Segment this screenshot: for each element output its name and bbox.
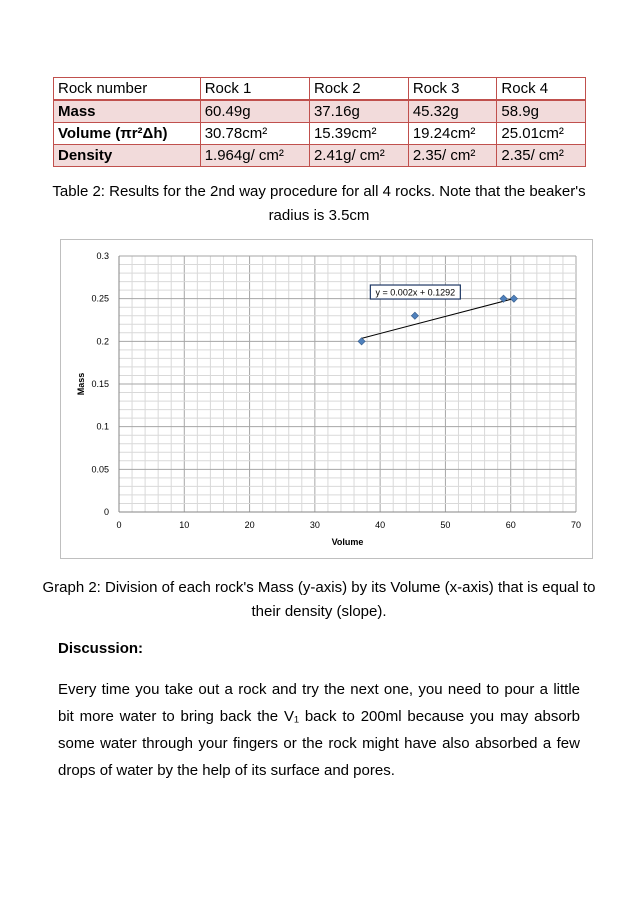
discussion-heading: Discussion:: [58, 640, 144, 657]
table-cell: 2.41g/ cm²: [309, 145, 408, 167]
y-tick-label: 0.15: [91, 379, 109, 389]
table-cell: 19.24cm²: [408, 123, 497, 145]
table-row-volume: [54, 123, 586, 145]
y-axis-label: Mass: [76, 372, 86, 396]
table-row-density: [54, 145, 586, 167]
table-cell: 2.35/ cm²: [408, 145, 497, 167]
table-header-cell: Rock 3: [408, 78, 497, 101]
y-tick-label: 0.25: [91, 293, 109, 304]
table-header-cell: Rock 1: [200, 78, 309, 101]
y-tick-label: 0.1: [96, 421, 109, 432]
y-tick-label: 0.3: [96, 251, 109, 261]
table-cell: 15.39cm²: [309, 123, 408, 145]
x-tick-label: 70: [570, 520, 582, 530]
x-tick-label: 50: [440, 520, 451, 530]
graph-caption: Graph 2: Division of each rock's Mass (y-axis) by its Volume (x-axis) that is equal to their density (slope).: [42, 579, 596, 620]
trendline-label: y = 0.002x + 0.1292: [375, 287, 456, 298]
x-tick-label: 20: [244, 520, 255, 530]
table-header-cell: Rock 4: [497, 78, 586, 101]
table-cell: 25.01cm²: [497, 123, 586, 145]
data-point: [510, 295, 517, 302]
data-point: [411, 312, 418, 319]
x-tick-label: 10: [179, 520, 190, 530]
table-cell: 37.16g: [309, 100, 408, 123]
data-point: [358, 338, 365, 345]
x-axis-label: Volume: [331, 537, 364, 547]
table-caption: Table 2: Results for the 2nd way procedure for all 4 rocks. Note that the beaker's radius is 3.5cm: [52, 183, 586, 224]
table-header-row: [54, 78, 586, 101]
table-cell: 58.9g: [497, 100, 586, 123]
y-tick-label: 0.2: [96, 336, 109, 347]
x-tick-label: 60: [505, 520, 516, 530]
y-tick-label: 0: [103, 507, 109, 517]
table-cell: 2.35/ cm²: [497, 145, 586, 167]
row-label: Mass: [54, 100, 201, 123]
scatter-chart: [60, 239, 593, 559]
table-header-cell: Rock number: [54, 78, 201, 101]
data-point: [500, 295, 507, 302]
discussion-paragraph: Every time you take out a rock and try the next one, you need to pour a little bit more water to bring back the V₁ back to 200ml because you may absorb some water through your fingers or the rock might have also absorbed a few drops of water by the help of its surface and pores.: [58, 681, 580, 779]
table-cell: 1.964g/ cm²: [200, 145, 309, 167]
x-tick-label: 30: [309, 520, 320, 530]
results-table: [53, 77, 586, 167]
table-header-cell: Rock 2: [309, 78, 408, 101]
x-tick-label: 40: [375, 520, 386, 530]
table-cell: 30.78cm²: [200, 123, 309, 145]
chart-svg: [61, 240, 594, 560]
y-tick-label: 0.05: [91, 464, 109, 475]
x-tick-label: 0: [116, 520, 122, 530]
table-cell: 60.49g: [200, 100, 309, 123]
row-label: Density: [54, 145, 201, 167]
table-row-mass: [54, 100, 586, 123]
table-cell: 45.32g: [408, 100, 497, 123]
row-label: Volume (πr²Δh): [54, 123, 201, 145]
